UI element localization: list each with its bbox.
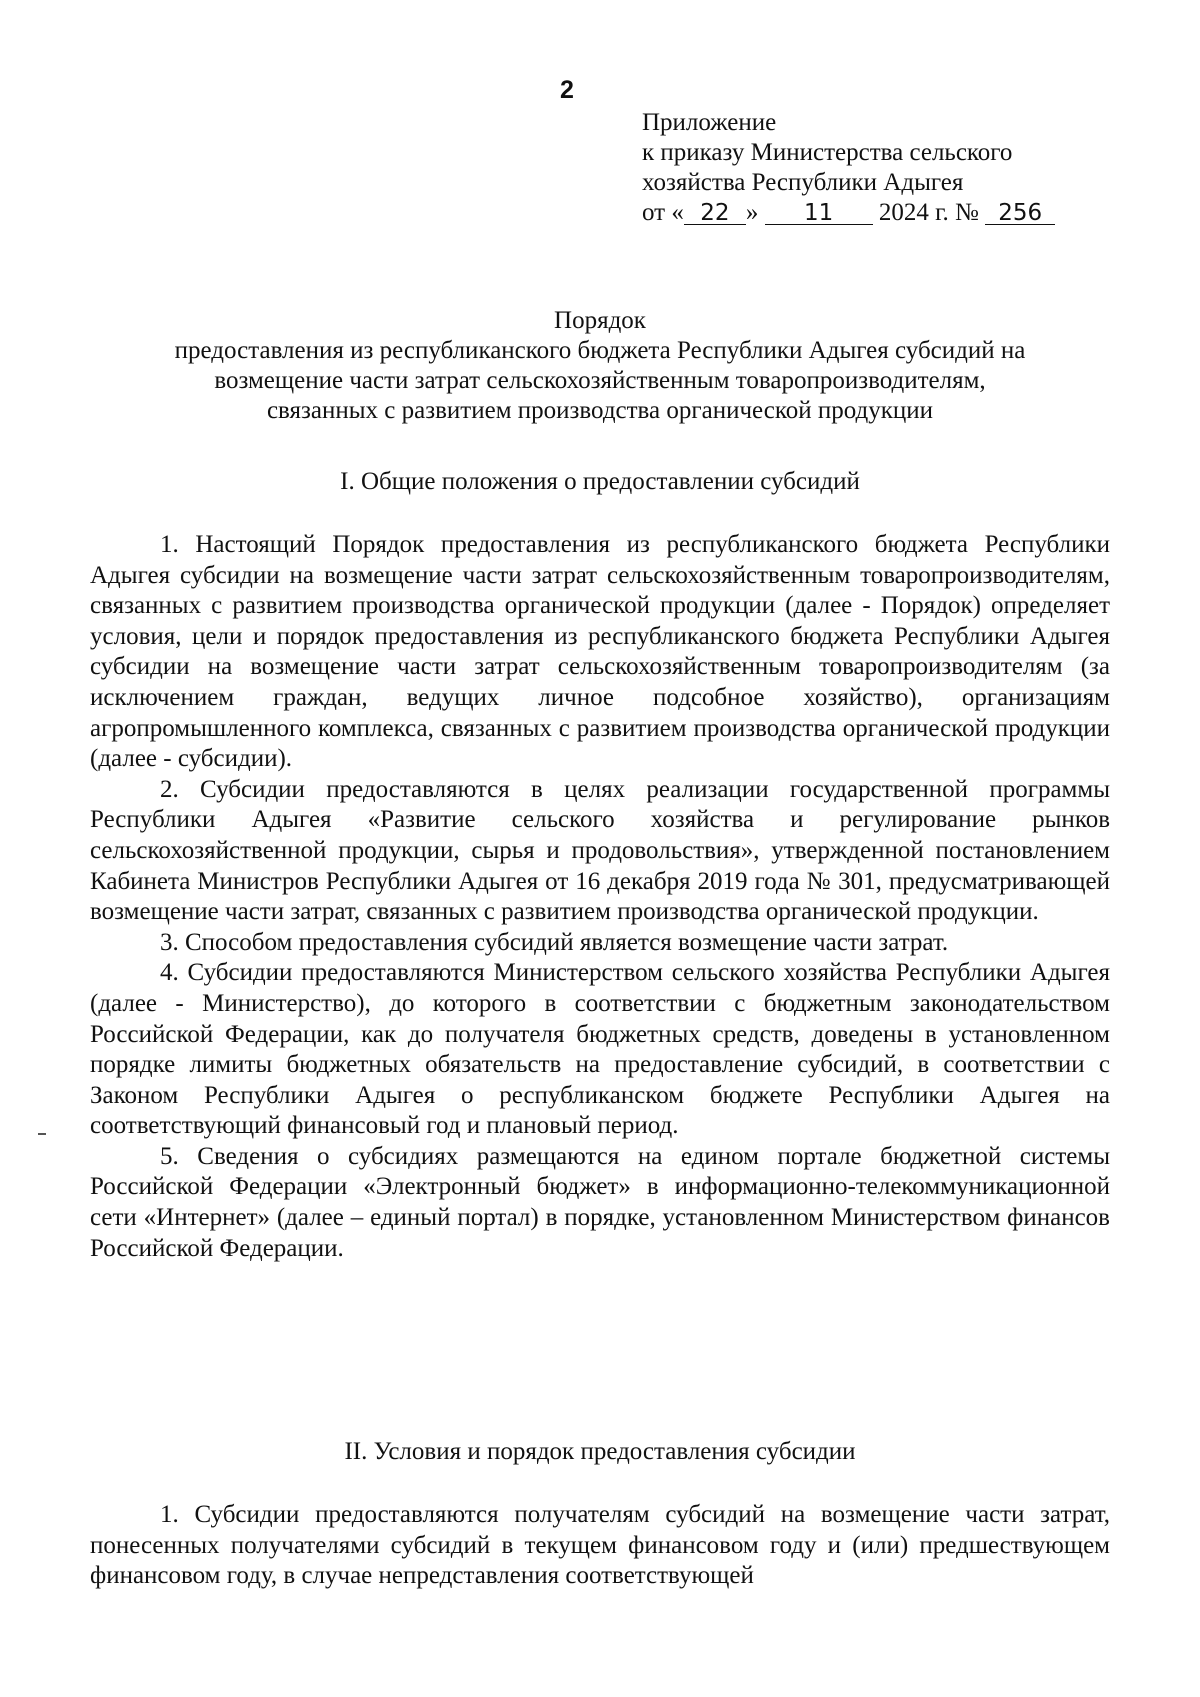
- title-line-1: Порядок: [554, 307, 646, 334]
- paragraph: 5. Сведения о субсидиях размещаются на едином портале бюджетной системы Российской Федерации «Электронный бюджет» в информационно-телекоммуникационной сети «Интернет» (далее – единый портал) в порядке, установленном Министерством финансов Российской Федерации.: [90, 1142, 1110, 1262]
- paragraph: 3. Способом предоставления субсидий является возмещение части затрат.: [160, 928, 949, 956]
- margin-mark: [38, 1133, 46, 1135]
- handwritten-month: 11: [765, 202, 873, 225]
- title-line-3: возмещение части затрат сельскохозяйственным товаропроизводителям,: [214, 367, 986, 394]
- date-year: 2024 г. №: [878, 199, 979, 226]
- handwritten-day: 22: [684, 202, 746, 225]
- appendix-line-3: хозяйства Республики Адыгея: [642, 169, 964, 196]
- section-1-heading: I. Общие положения о предоставлении субсидий: [340, 468, 860, 495]
- handwritten-number: 256: [985, 202, 1055, 225]
- appendix-date-line: [642, 198, 1055, 228]
- paragraph: 4. Субсидии предоставляются Министерством сельского хозяйства Республики Адыгея (далее - Министерство), до которого в соответствии с бюджетным законодательством Российской Федерации, как до получателя бюджетных средств, доведены в установленном порядке лимиты бюджетных обязательств на предоставление субсидий, в соответствии с Законом Республики Адыгея о республиканском бюджете Республики Адыгея на соответствующий финансовый год и плановый период.: [90, 959, 1110, 1140]
- section-2-heading: II. Условия и порядок предоставления субсидии: [344, 1438, 856, 1465]
- document-title: [90, 306, 1110, 426]
- paragraph: 2. Субсидии предоставляются в целях реализации государственной программы Республики Адыгея «Развитие сельского хозяйства и регулирование рынков сельскохозяйственной продукции, сырья и продовольствия», утвержденной постановлением Кабинета Министров Республики Адыгея от 16 декабря 2019 года № 301, предусматривающей возмещение части затрат, связанных с развитием производства органической продукции.: [90, 775, 1110, 926]
- section-2-body: [90, 1500, 1110, 1592]
- title-line-2: предоставления из республиканского бюджета Республики Адыгея субсидий на: [174, 337, 1026, 364]
- paragraph: 1. Субсидии предоставляются получателям субсидий на возмещение части затрат, понесенных получателями субсидий в текущем финансовом году и (или) предшествующем финансовом году, в случае непредставления соответствующей: [90, 1501, 1110, 1590]
- date-mid: »: [745, 199, 759, 226]
- title-line-4: связанных с развитием производства органической продукции: [266, 397, 934, 424]
- section-1-body: [90, 530, 1110, 1264]
- date-prefix: от «: [642, 199, 684, 226]
- appendix-block: [642, 108, 1055, 228]
- appendix-line-1: Приложение: [642, 109, 777, 136]
- page-number: 2: [560, 76, 574, 104]
- appendix-line-2: к приказу Министерства сельского: [642, 139, 1013, 166]
- paragraph: 1. Настоящий Порядок предоставления из республиканского бюджета Республики Адыгея субсидии на возмещение части затрат сельскохозяйственным товаропроизводителям, связанных с развитием производства органической продукции (далее - Порядок) определяет условия, цели и порядок предоставления из республиканского бюджета Республики Адыгея субсидии на возмещение части затрат сельскохозяйственным товаропроизводителям (за исключением граждан, ведущих личное подсобное хозяйство), организациям агропромышленного комплекса, связанных с развитием производства органической продукции (далее - субсидии).: [90, 531, 1110, 773]
